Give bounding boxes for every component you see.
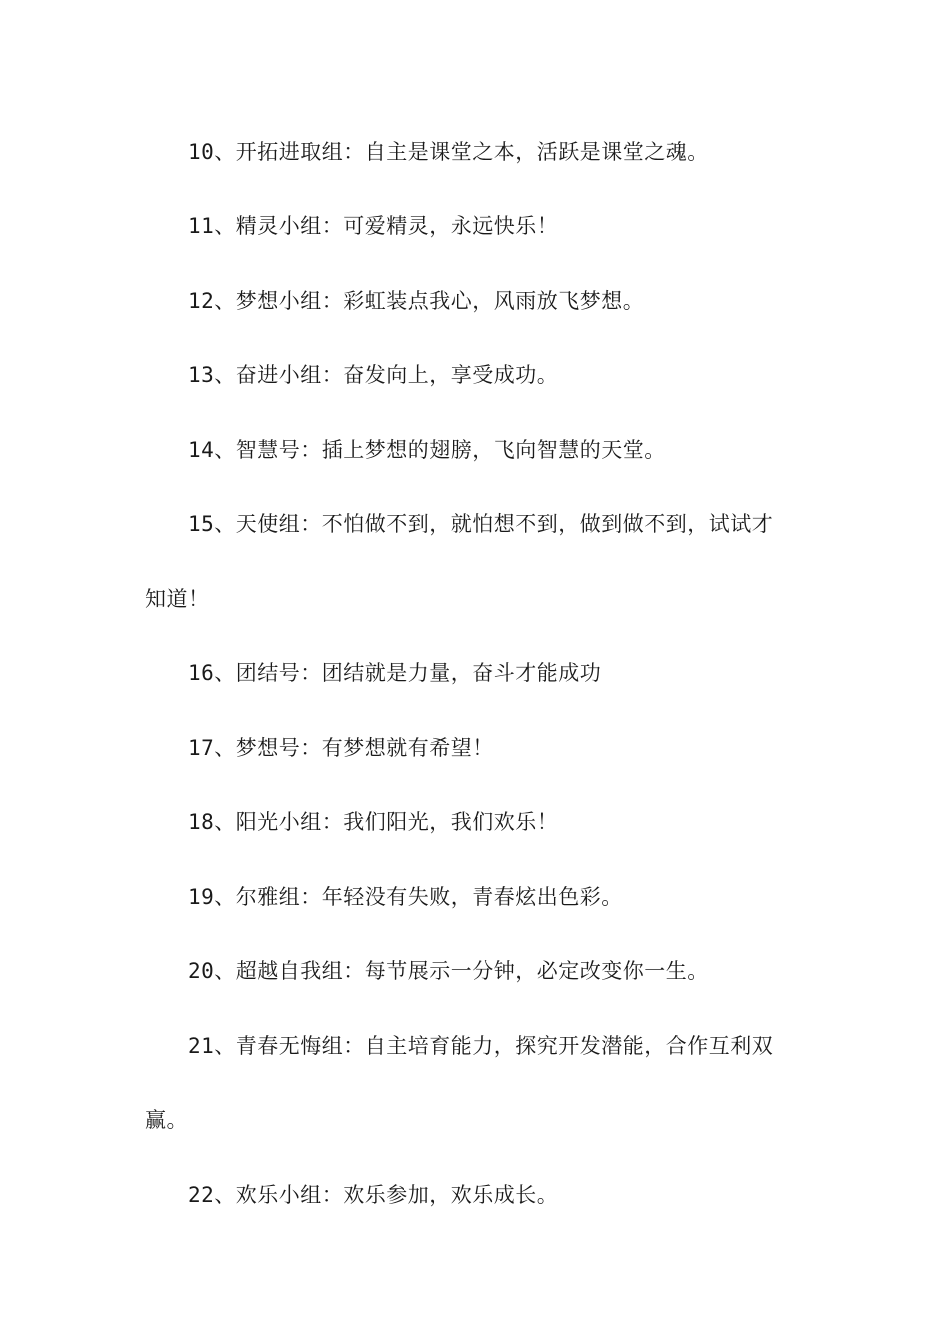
slogan-line-17: 17、梦想号：有梦想就有希望！ <box>188 736 494 760</box>
slogan-line-13: 13、奋进小组：奋发向上，享受成功。 <box>188 363 559 387</box>
slogan-line-16: 16、团结号：团结就是力量，奋斗才能成功 <box>188 661 602 685</box>
slogan-line-15: 15、天使组：不怕做不到，就怕想不到，做到做不到，试试才 <box>188 512 774 536</box>
slogan-line-12: 12、梦想小组：彩虹装点我心，风雨放飞梦想。 <box>188 289 645 313</box>
slogan-line-15-continuation: 知道！ <box>145 587 210 611</box>
slogan-line-21-continuation: 赢。 <box>145 1108 188 1132</box>
slogan-line-20: 20、超越自我组：每节展示一分钟，必定改变你一生。 <box>188 959 709 983</box>
slogan-line-11: 11、精灵小组：可爱精灵，永远快乐！ <box>188 214 559 238</box>
slogan-line-10: 10、开拓进取组：自主是课堂之本，活跃是课堂之魂。 <box>188 140 709 164</box>
slogan-line-22: 22、欢乐小组：欢乐参加，欢乐成长。 <box>188 1183 559 1207</box>
slogan-line-19: 19、尔雅组：年轻没有失败，青春炫出色彩。 <box>188 885 623 909</box>
slogan-line-14: 14、智慧号：插上梦想的翅膀，飞向智慧的天堂。 <box>188 438 666 462</box>
slogan-line-21: 21、青春无悔组：自主培育能力，探究开发潜能，合作互利双 <box>188 1034 774 1058</box>
slogan-line-18: 18、阳光小组：我们阳光，我们欢乐！ <box>188 810 559 834</box>
